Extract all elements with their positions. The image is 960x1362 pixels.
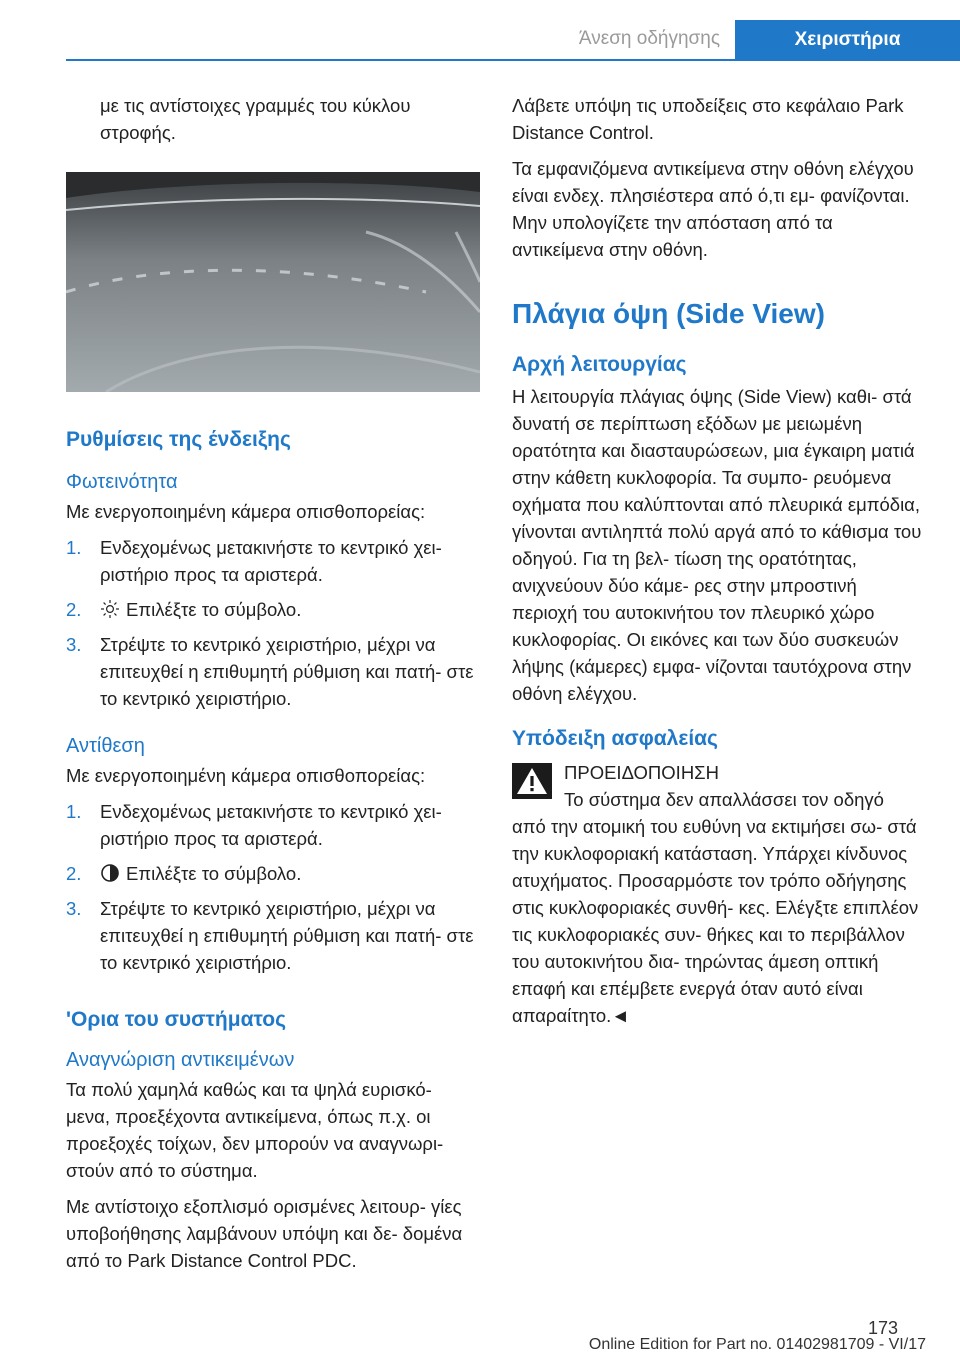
list-item [66, 534, 480, 588]
warning-triangle-icon [512, 763, 552, 799]
pdc-reference-text: Λάβετε υπόψη τις υποδείξεις στο κεφάλαιο Park Distance Control. [512, 95, 904, 143]
warning-block [512, 759, 926, 1029]
list-item [66, 798, 480, 852]
detection-paragraph-1: Τα πολύ χαμηλά καθώς και τα ψηλά ευρισκό‐ μενα, προεξέχοντα αντικείμενα, όπως π.χ. οι προεξοχές τοίχων, δεν μπορούν να αναγνωρι‐ στούν από το σύστημα. [66, 1079, 444, 1181]
header-chapter-tab: Χειριστήρια [735, 20, 960, 60]
step-number: 2. [66, 599, 82, 620]
step-text: Επιλέξτε το σύμβολο. [126, 863, 302, 884]
contrast-lead: Με ενεργοποιημένη κάμερα οπισθοπορείας: [66, 765, 426, 786]
step-number: 1. [66, 801, 82, 822]
safety-heading: Υπόδειξη ασφαλείας [512, 727, 718, 750]
left-column [66, 92, 480, 1283]
step-text: Ενδεχομένως μετακινήστε το κεντρικό χει‐ ριστήριο προς τα αριστερά. [100, 537, 442, 585]
objects-distance-text: Τα εμφανιζόμενα αντικείμενα στην οθόνη ελέγχου είναι ενδεχ. πλησιέστερα από ό,τι εμ‐ φανίζονται. Μην υπολογίζετε την απόσταση από τα αντικείμενα στην οθόνη. [512, 158, 914, 260]
step-text: Στρέψτε το κεντρικό χειριστήριο, μέχρι να επιτευχθεί η επιθυμητή ρύθμιση και πατή‐ στε το κεντρικό χειριστήριο. [100, 634, 474, 709]
header-section-title: Άνεση οδήγησης [578, 28, 720, 49]
detection-paragraph-2: Με αντίστοιχο εξοπλισμό ορισμένες λειτουρ‐ γίες υποβοήθησης λαμβάνουν υπόψη και δε‐ δομένα από το Park Distance Control PDC. [66, 1196, 463, 1271]
brightness-steps [66, 534, 480, 712]
step-number: 1. [66, 537, 82, 558]
intro-text: με τις αντίστοιχες γραμμές του κύκλου στροφής. [100, 95, 411, 143]
brightness-heading: Φωτεινότητα [66, 471, 178, 493]
list-item [66, 631, 480, 712]
settings-heading: Ρυθμίσεις της ένδειξης [66, 428, 291, 451]
rear-camera-image [66, 172, 480, 392]
contrast-icon [100, 863, 120, 883]
list-item [66, 596, 480, 623]
principle-heading: Αρχή λειτουργίας [512, 353, 687, 376]
step-number: 3. [66, 634, 82, 655]
warning-first-line: Το σύστημα δεν απαλλάσσει τον οδηγό [564, 789, 884, 810]
list-item [66, 895, 480, 976]
sun-icon [100, 599, 120, 619]
edition-footer: Online Edition for Part no. 01402981709 - VI/17 [588, 1336, 926, 1353]
step-text: Επιλέξτε το σύμβολο. [126, 599, 302, 620]
system-limits-heading: 'Ορια του συστήματος [66, 1008, 287, 1031]
step-number: 2. [66, 863, 82, 884]
side-view-heading: Πλάγια όψη (Side View) [512, 298, 825, 329]
step-number: 3. [66, 898, 82, 919]
contrast-heading: Αντίθεση [66, 735, 145, 757]
warning-label: ΠΡΟΕΙΔΟΠΟΙΗΣΗ [564, 762, 719, 783]
object-detection-heading: Αναγνώριση αντικειμένων [66, 1049, 295, 1071]
page-header [0, 0, 960, 62]
brightness-lead: Με ενεργοποιημένη κάμερα οπισθοπορείας: [66, 501, 426, 522]
step-text: Ενδεχομένως μετακινήστε το κεντρικό χει‐ ριστήριο προς τα αριστερά. [100, 801, 442, 849]
page-number: 173 [867, 1318, 898, 1338]
step-text: Στρέψτε το κεντρικό χειριστήριο, μέχρι να επιτευχθεί η επιθυμητή ρύθμιση και πατή‐ στε το κεντρικό χειριστήριο. [100, 898, 474, 973]
warning-text: από την ατομική του ευθύνη να εκτιμήσει σω‐ στά την κυκλοφοριακή κατάσταση. Υπάρχει κίνδυνος ατυχήματος. Προσαρμόστε τον τρόπο οδήγησης στις κυκλοφοριακές συνθή‐ κες. Ελέγξτε επιπλέον τις κυκλοφοριακές συν‐ θήκες και το περιβάλλον του αυτοκινήτου δια‐ τηρώντας άμεση οπτική επαφή και επέμβετε ενεργά όταν αυτό είναι απαραίτητο.◄ [512, 816, 919, 1026]
contrast-steps [66, 798, 480, 976]
principle-text: Η λειτουργία πλάγιας όψης (Side View) καθι‐ στά δυνατή σε περίπτωση εξόδων με μειωμένη ορατότητα και διασταυρώσεων, μια έγκαιρη ματιά στην κάθετη κυκλοφορία. Τα συμπο‐ ρευόμενα οχήματα που καλύπτονται από πλευρικά εμπόδια, γίνονται αντιληπτά πολύ αργά από το κάθισμα του οδηγού. Για τη βελ‐ τίωση της ορατότητας, ανιχνεύουν δύο κάμε‐ ρες στην μπροστινή περιοχή του αυτοκινήτου τον πλευρικό χώρο κυκλοφορίας. Οι εικόνες και των δύο συσκευών λήψης (κάμερες) εμφα‐ νίζονται ταυτόχρονα στην οθόνη ελέγχου. [512, 386, 922, 704]
list-item [66, 860, 480, 887]
header-rule [66, 59, 960, 61]
right-column [512, 92, 926, 1029]
